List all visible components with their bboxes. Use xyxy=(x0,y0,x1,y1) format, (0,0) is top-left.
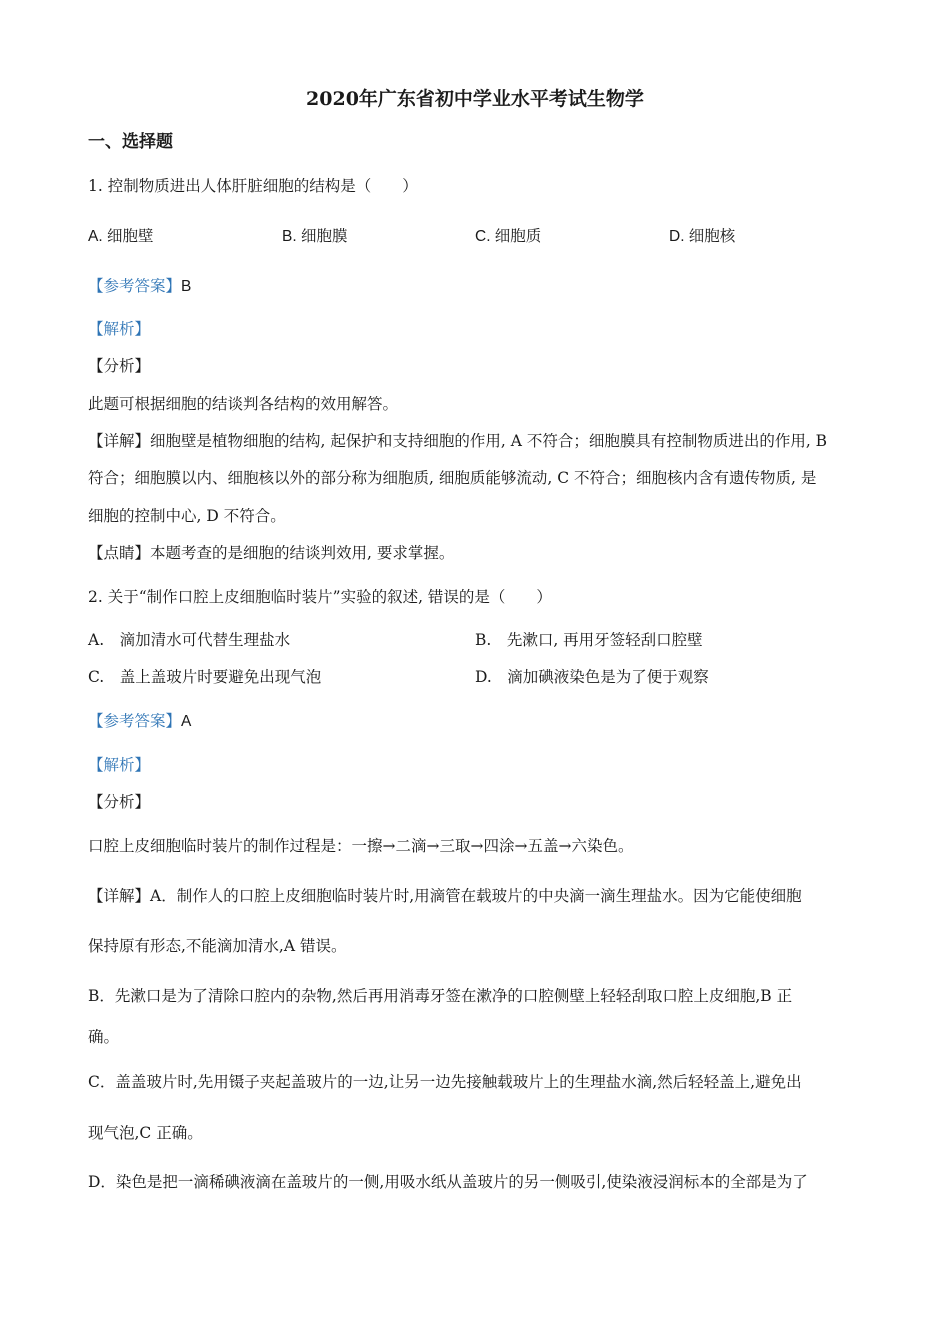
q1-xiangjie-line-3: 细胞的控制中心, D 不符合。 xyxy=(88,507,286,525)
q2-option-d: D. 滴加碘液染色是为了便于观察 xyxy=(475,668,709,686)
q1-jiexi-label: 【解析】 xyxy=(88,320,151,338)
q2-xiangjie-line-5: C．盖盖玻片时,先用镊子夹起盖玻片的一边,让另一边先接触载玻片上的生理盐水滴,然后轻轻盖上,避免出 xyxy=(88,1073,802,1091)
q1-fenxi-text: 此题可根据细胞的结谈判各结构的效用解答。 xyxy=(88,395,399,413)
q2-xiangjie-line-4: 确。 xyxy=(88,1028,120,1046)
q2-xiangjie-line-1: 【详解】A．制作人的口腔上皮细胞临时装片时,用滴管在载玻片的中央滴一滴生理盐水。因为它能使细胞 xyxy=(88,887,802,905)
q1-xiangjie-line-1: 【详解】细胞壁是植物细胞的结构, 起保护和支持细胞的作用, A 不符合；细胞膜具有控制物质进出的作用, B xyxy=(88,432,828,450)
q1-answer-line xyxy=(88,275,880,298)
q2-xiangjie-line-3: B．先漱口是为了清除口腔内的杂物,然后再用消毒牙签在漱净的口腔侧壁上轻轻刮取口腔上皮细胞,B 正 xyxy=(88,987,793,1005)
question-1-stem: 1. 控制物质进出人体肝脏细胞的结构是（ ） xyxy=(88,177,418,195)
q2-fenxi-label: 【分析】 xyxy=(88,793,151,811)
q1-option-c: C. 细胞质 xyxy=(475,228,542,245)
q1-answer-label: 【参考答案】 xyxy=(88,277,182,295)
q2-answer-label: 【参考答案】 xyxy=(88,712,182,730)
q2-answer-line xyxy=(88,710,880,733)
q2-xiangjie-line-2: 保持原有形态,不能滴加清水,A 错误。 xyxy=(88,937,347,955)
q1-xiangjie-line-2: 符合；细胞膜以内、细胞核以外的部分称为细胞质, 细胞质能够流动, C 不符合；细胞核内含有遗传物质, 是 xyxy=(88,469,817,487)
q2-option-a: A. 滴加清水可代替生理盐水 xyxy=(88,631,291,649)
q2-option-c: C. 盖上盖玻片时要避免出现气泡 xyxy=(88,668,322,686)
q1-option-a: A. 细胞壁 xyxy=(88,228,154,245)
q1-option-b: B. 细胞膜 xyxy=(282,228,348,245)
q1-fenxi-label: 【分析】 xyxy=(88,357,151,375)
q2-answer-value: A xyxy=(181,713,192,730)
q2-xiangjie-line-6: 现气泡,C 正确。 xyxy=(88,1124,203,1142)
q2-jiexi-label: 【解析】 xyxy=(88,756,151,774)
q2-fenxi-text: 口腔上皮细胞临时装片的制作过程是：一擦→二滴→三取→四涂→五盖→六染色。 xyxy=(88,837,634,855)
page-title: 2020年广东省初中学业水平考试生物学 xyxy=(306,88,644,110)
section-heading: 一、选择题 xyxy=(88,132,173,152)
question-2-stem: 2. 关于“制作口腔上皮细胞临时装片”实验的叙述, 错误的是（ ） xyxy=(88,588,552,606)
q1-option-d: D. 细胞核 xyxy=(669,228,736,245)
q1-dianjing: 【点睛】本题考查的是细胞的结谈判效用, 要求掌握。 xyxy=(88,544,455,562)
q2-option-b: B. 先漱口, 再用牙签轻刮口腔壁 xyxy=(475,631,703,649)
q2-xiangjie-line-7: D．染色是把一滴稀碘液滴在盖玻片的一侧,用吸水纸从盖玻片的另一侧吸引,使染液浸润标本的全部是为了 xyxy=(88,1173,808,1191)
q1-answer-value: B xyxy=(181,278,192,295)
